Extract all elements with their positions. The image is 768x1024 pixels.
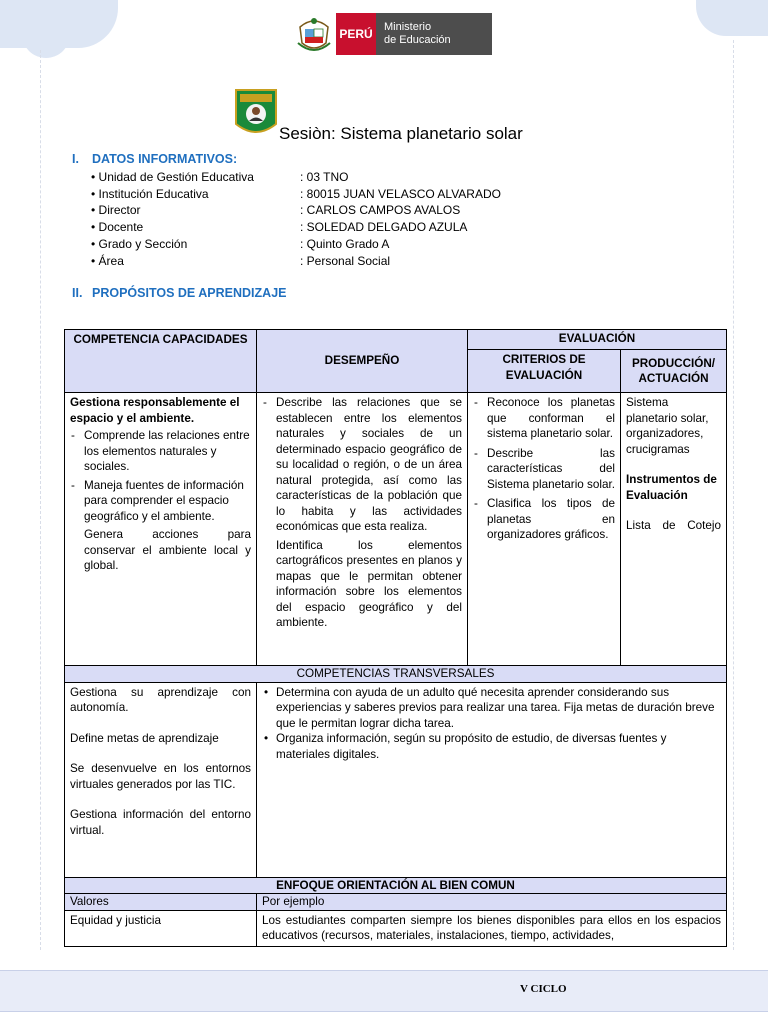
valor-cell: Equidad y justicia [65, 910, 257, 946]
header-produccion: PRODUCCIÓN/ ACTUACIÓN [621, 350, 727, 393]
list-item: • Organiza información, según su propósito de estudio, de diversas fuentes y materiales digitales. [262, 731, 721, 762]
competencia-cell: Gestiona responsablemente el espacio y el ambiente. - Comprende las relaciones entre los elementos naturales y sociales. - Maneja fuentes de información para comprender el espacio geográfico y el ambiente. Genera acciones para conservar el ambiente local y global. [65, 393, 257, 666]
peru-label: PERÚ [336, 13, 376, 55]
header-valores: Valores [65, 894, 257, 911]
transversales-left-cell: Gestiona su aprendizaje con autonomía. Define metas de aprendizaje Se desenvuelve en los entornos virtuales generados por las TIC. Gestiona información del entorno virtual. [65, 682, 257, 877]
footer-label: V CICLO [520, 983, 567, 995]
section-heading-propositos: II. PROPÓSITOS DE APRENDIZAJE [72, 286, 287, 300]
list-item: - Describe las características del Sistema planetario solar. [473, 446, 615, 493]
margin-line-right [733, 40, 734, 950]
header-enfoque: ENFOQUE ORIENTACIÓN AL BIEN COMUN [65, 877, 727, 894]
page-title: Sesiòn: Sistema planetario solar [279, 124, 523, 143]
ministry-logo [296, 13, 492, 55]
school-crest-icon [234, 88, 278, 140]
header-competencia: COMPETENCIA CAPACIDADES [65, 330, 257, 393]
section-heading-datos: I. DATOS INFORMATIVOS: [72, 152, 238, 166]
corner-decoration-left-drop [22, 20, 70, 58]
header-desempeno: DESEMPEÑO [257, 330, 468, 393]
list-item: - Clasifica los tipos de planetas en organizadores gráficos. [473, 496, 615, 543]
list-item: - Comprende las relaciones entre los elementos naturales y sociales. [70, 428, 251, 475]
list-item: - Describe las relaciones que se establecen entre los elementos naturales y sociales de un determinado espacio geográfico de su localidad o región, o de un área natural protegida, así como las características de la población que lo habita y las actividades económicas que esta realiza. [262, 395, 462, 535]
criterios-cell [468, 393, 621, 666]
coat-of-arms-icon [296, 13, 332, 55]
desempeno-cell: - Describe las relaciones que se establecen entre los elementos naturales y sociales de un determinado espacio geográfico de su localidad o región, o de un área natural protegida, así como las características de la población que lo habita y las actividades económicas que esta realiza. Identifica los elementos cartográficos presentes en planos y mapas que le permitan obtener información sobre los elementos del espacio geográfico y del ambiente. [257, 393, 468, 666]
header-transversales: COMPETENCIAS TRANSVERSALES [65, 666, 727, 683]
produccion-cell: Sistema planetario solar, organizadores, crucigramas Instrumentos de Evaluación Lista de Cotejo [621, 393, 727, 666]
list-item: - Reconoce los planetas que conforman el sistema planetario solar. [473, 395, 615, 442]
header-evaluacion: EVALUACIÓN [468, 330, 727, 350]
learning-purposes-table [64, 329, 727, 947]
header-ejemplo: Por ejemplo [257, 894, 727, 911]
margin-line-left [40, 50, 41, 950]
ejemplo-cell: Los estudiantes comparten siempre los bienes disponibles para ellos en los espacios educativos (recursos, materiales, instalaciones, tiempo, actividades, [257, 910, 727, 946]
footer-band [0, 970, 768, 1012]
list-item: - Maneja fuentes de información para comprender el espacio geográfico y el ambiente. [70, 478, 251, 525]
list-item: • Determina con ayuda de un adulto qué necesita aprender considerando sus experiencias y saberes previos para realizar una tarea. Fija metas de duración breve que le permitan lograr dicha tarea. [262, 685, 721, 732]
header-criterios: CRITERIOS DE EVALUACIÓN [468, 350, 621, 393]
transversales-right-cell [257, 682, 727, 877]
ministry-name: Ministerio de Educación [376, 13, 492, 55]
